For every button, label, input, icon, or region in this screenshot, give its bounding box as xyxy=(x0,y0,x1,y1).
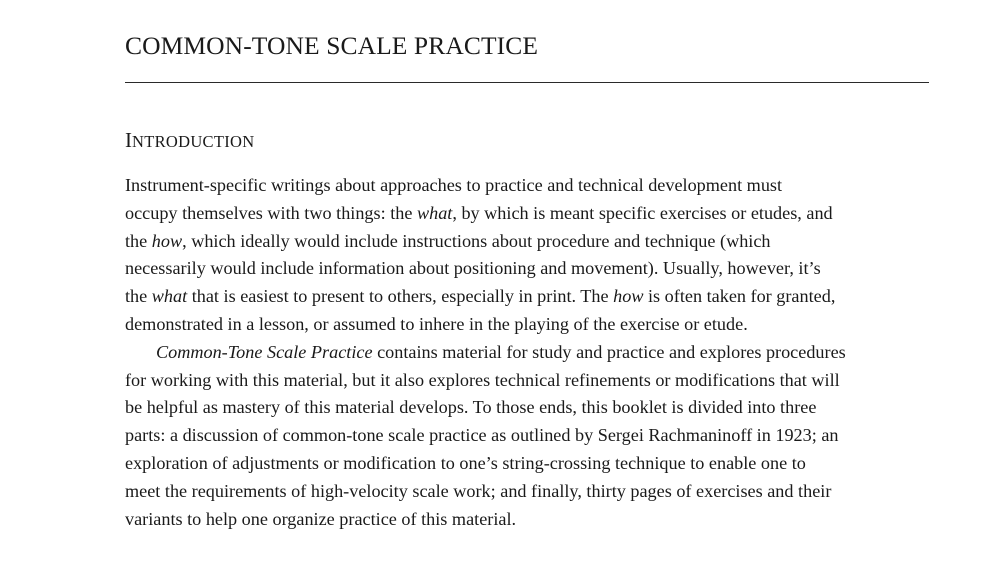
italic-run: what xyxy=(151,286,188,307)
text-line xyxy=(125,172,935,200)
text-run: the xyxy=(125,230,152,251)
italic-run: Common-Tone Scale Practice xyxy=(156,341,373,362)
text-line xyxy=(125,228,935,256)
section-heading-initial: I xyxy=(125,128,132,152)
text-line xyxy=(125,255,935,283)
text-run: occupy themselves with two things: the xyxy=(125,202,417,223)
text-line xyxy=(125,367,935,395)
text-line xyxy=(125,311,935,339)
paragraph-1 xyxy=(125,172,935,339)
text-run: for working with this material, but it also explores technical refinements or modifications that will xyxy=(125,369,840,390)
text-run: meet the requirements of high-velocity scale work; and finally, thirty pages of exercises and their xyxy=(125,480,832,501)
text-run: variants to help one organize practice of this material. xyxy=(125,508,517,529)
section-heading xyxy=(125,128,254,153)
text-run: exploration of adjustments or modification to one’s string-crossing technique to enable one to xyxy=(125,452,806,473)
text-run: , which ideally would include instructions about procedure and technique (which xyxy=(182,230,771,251)
page-title: COMMON-TONE SCALE PRACTICE xyxy=(125,31,538,60)
italic-run: how xyxy=(151,230,183,251)
italic-run: what xyxy=(416,202,453,223)
text-run: , by which is meant specific exercises or etudes, and xyxy=(452,202,833,223)
text-run: contains material for study and practice and explores procedures xyxy=(372,341,846,362)
text-line xyxy=(125,283,935,311)
text-line xyxy=(125,478,935,506)
text-line xyxy=(125,422,935,450)
text-line xyxy=(125,394,935,422)
text-line xyxy=(125,339,935,367)
body-text xyxy=(125,172,935,533)
text-run: be helpful as mastery of this material develops. To those ends, this booklet is divided into three xyxy=(125,397,817,418)
text-line xyxy=(125,506,935,534)
title-divider xyxy=(125,82,929,83)
text-run: the xyxy=(125,286,152,307)
section-heading-rest: NTRODUCTION xyxy=(132,132,255,151)
text-run: demonstrated in a lesson, or assumed to inhere in the playing of the exercise or etude. xyxy=(125,313,748,334)
text-line xyxy=(125,450,935,478)
paragraph-2 xyxy=(125,339,935,534)
text-line xyxy=(125,200,935,228)
italic-run: how xyxy=(613,286,644,307)
text-run: Instrument-specific writings about approaches to practice and technical development must xyxy=(125,175,783,195)
text-run: that is easiest to present to others, especially in print. The xyxy=(187,286,614,307)
text-run: parts: a discussion of common-tone scale practice as outlined by Sergei Rachmaninoff in 1923; an xyxy=(125,425,839,446)
text-run: is often taken for granted, xyxy=(643,286,836,307)
text-run: necessarily would include information about positioning and movement). Usually, however, it’s xyxy=(125,258,821,279)
